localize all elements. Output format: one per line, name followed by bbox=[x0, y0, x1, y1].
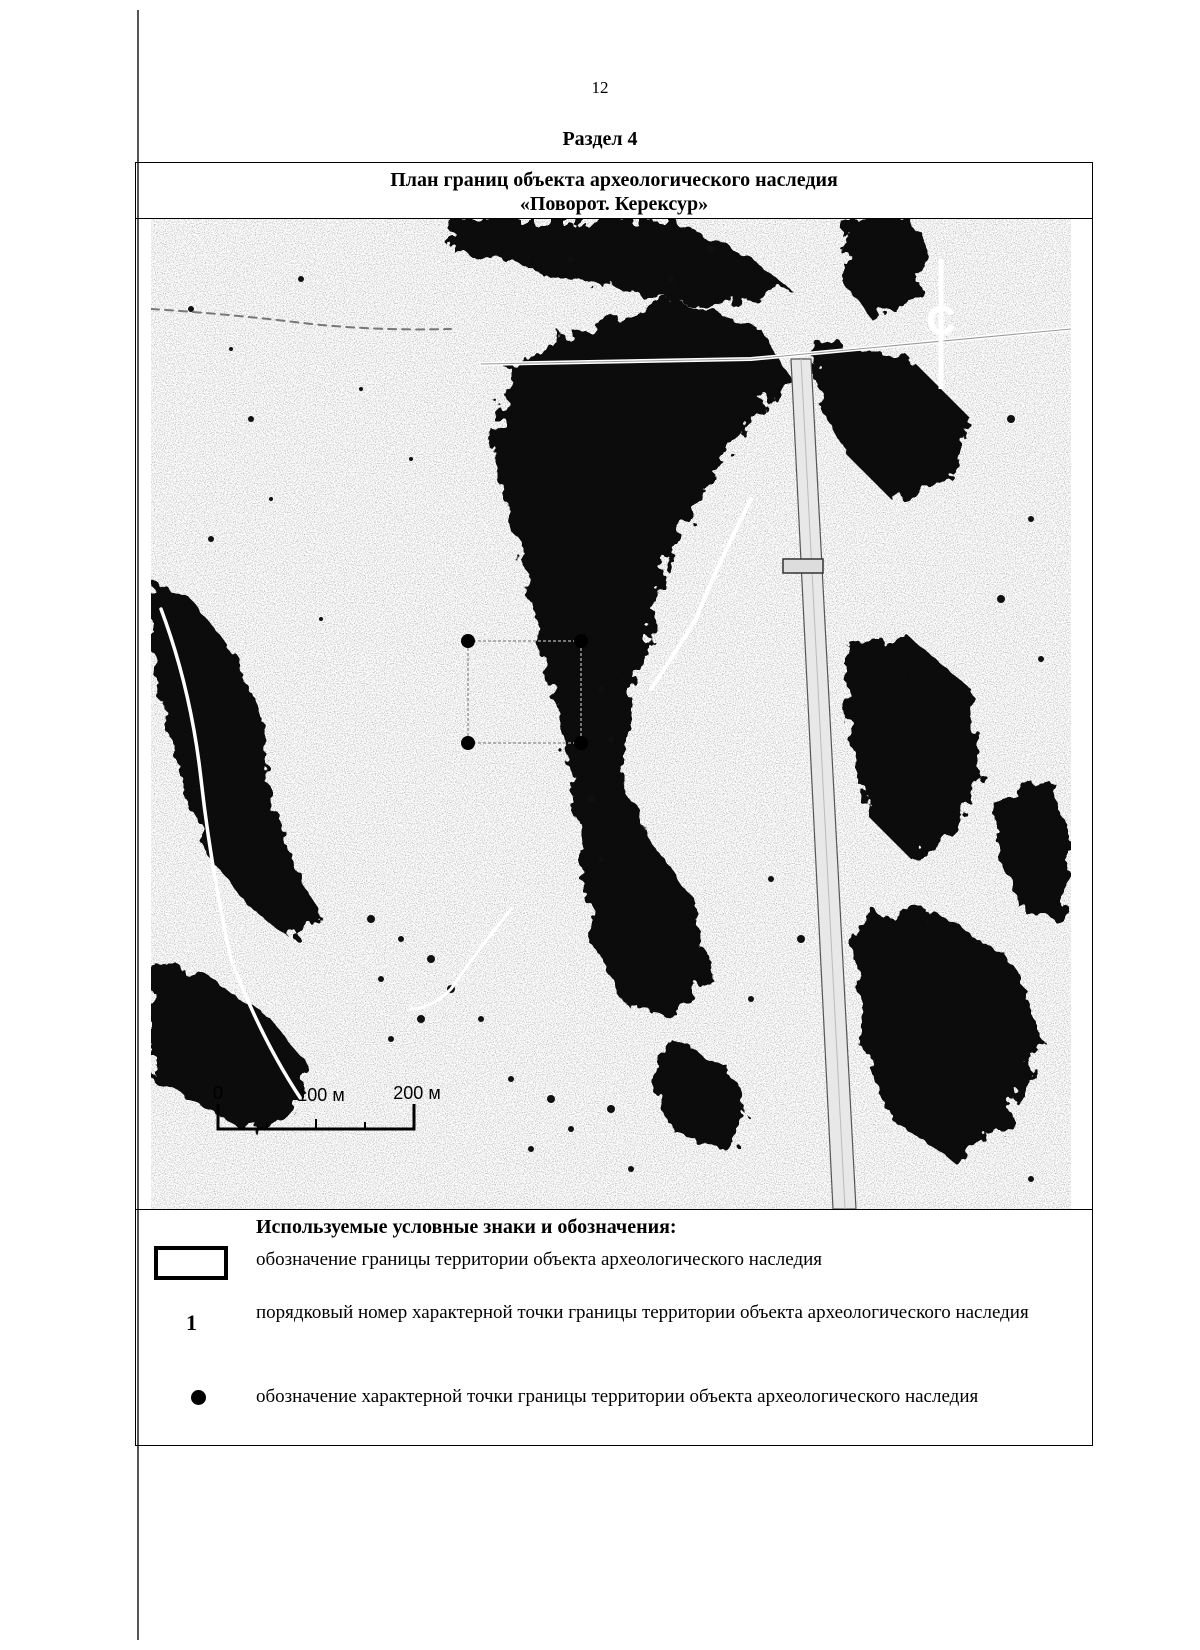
map-sheet-frame bbox=[135, 162, 1093, 1446]
scale-label-100: 100 м bbox=[297, 1085, 345, 1105]
boundary-point bbox=[574, 736, 588, 750]
boundary-point bbox=[574, 634, 588, 648]
satellite-map bbox=[151, 219, 1071, 1209]
point-dot-icon bbox=[191, 1390, 206, 1405]
image-grain bbox=[151, 219, 1071, 1209]
scale-label-200: 200 м bbox=[393, 1083, 441, 1103]
scale-label-0: 0 bbox=[212, 1083, 224, 1103]
legend-title: Используемые условные знаки и обозначения: bbox=[256, 1216, 677, 1238]
legend-item-text: обозначение характерной точки границы территории объекта археологического наследия bbox=[256, 1386, 979, 1407]
boundary-point bbox=[461, 736, 475, 750]
map-title-line1: План границ объекта археологического наследия bbox=[390, 169, 838, 191]
boundary-box-icon bbox=[154, 1246, 228, 1280]
section-title: Раздел 4 bbox=[562, 128, 638, 150]
map-title-line2: «Поворот. Керексур» bbox=[519, 193, 709, 215]
road-marker-icon bbox=[783, 559, 823, 573]
legend-item-text: обозначение границы территории объекта археологического наследия bbox=[256, 1249, 823, 1270]
boundary-point bbox=[461, 634, 475, 648]
page-number: 12 bbox=[591, 78, 609, 97]
point-number-icon: 1 bbox=[186, 1310, 197, 1335]
map-canvas bbox=[151, 219, 1071, 1209]
legend bbox=[136, 1209, 1092, 1446]
legend-item-text: порядковый номер характерной точки границы территории объекта археологического наследия bbox=[256, 1302, 1029, 1323]
map-title bbox=[136, 163, 1092, 219]
north-label: С bbox=[926, 299, 956, 343]
